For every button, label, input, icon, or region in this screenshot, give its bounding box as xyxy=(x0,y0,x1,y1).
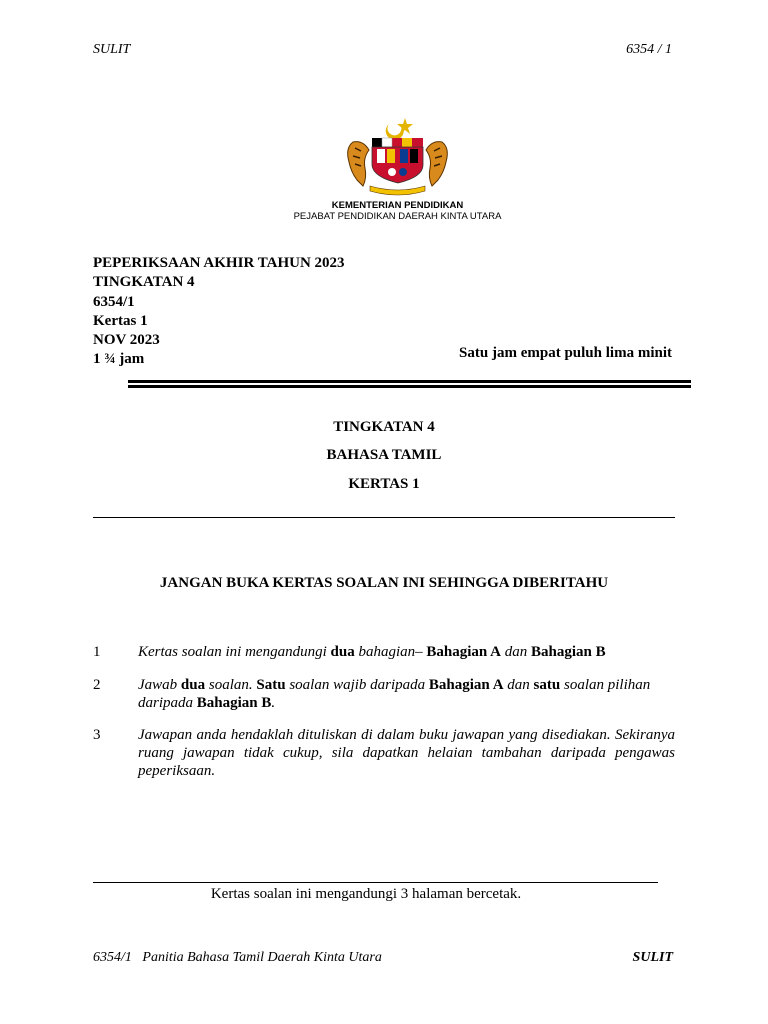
divider-thick-top xyxy=(128,380,691,383)
exam-paper: Kertas 1 xyxy=(93,312,148,329)
center-subject-title: BAHASA TAMIL xyxy=(326,447,442,463)
printed-pages-note: Kertas soalan ini mengandungi 3 halaman bercetak. xyxy=(210,886,522,902)
ministry-name xyxy=(285,200,510,222)
exam-duration: 1 ¾ jam xyxy=(93,351,145,368)
coat-of-arms-icon xyxy=(285,112,510,202)
footer-panel-name: 6354/1 Panitia Bahasa Tamil Daerah Kinta Utara xyxy=(93,950,382,965)
center-form-title: TINGKATAN 4 xyxy=(333,419,435,435)
divider-line xyxy=(93,517,675,518)
header-classification: SULIT xyxy=(93,42,131,57)
exam-form: TINGKATAN 4 xyxy=(93,274,195,291)
exam-code: 6354/1 xyxy=(93,293,135,310)
ministry-line-2: PEJABAT PENDIDIKAN DAERAH KINTA UTARA xyxy=(293,211,502,222)
ministry-line-1: KEMENTERIAN PENDIDIKAN xyxy=(331,200,464,211)
do-not-open-warning: JANGAN BUKA KERTAS SOALAN INI SEHINGGA DIBERITAHU xyxy=(159,575,609,591)
instruction-3 xyxy=(93,726,675,780)
exam-title: PEPERIKSAAN AKHIR TAHUN 2023 xyxy=(93,255,345,271)
instruction-text: Jawapan anda hendaklah dituliskan di dalam buku jawapan yang disediakan. Sekiranya ruang jawapan tidak cukup, sila dapatkan helaian tambahan daripada pengawas peperiksaan. xyxy=(138,727,675,779)
exam-duration-words: Satu jam empat puluh lima minit xyxy=(459,345,672,361)
instruction-2 xyxy=(93,676,675,712)
center-paper-title: KERTAS 1 xyxy=(348,476,420,492)
instruction-text: Kertas soalan ini mengandungi dua bahagian– Bahagian A dan Bahagian B xyxy=(138,644,606,660)
exam-info xyxy=(93,254,345,370)
exam-date: NOV 2023 xyxy=(93,332,160,349)
coat-of-arms-logo xyxy=(285,112,510,247)
instruction-number: 2 xyxy=(93,677,101,693)
instruction-number: 3 xyxy=(93,727,101,743)
instruction-text: Jawab dua soalan. Satu soalan wajib daripada Bahagian A dan satu soalan pilihan daripada Bahagian B. xyxy=(138,677,651,711)
divider-thick-bottom xyxy=(128,385,691,388)
footer-classification: SULIT xyxy=(632,950,673,965)
instruction-number: 1 xyxy=(93,644,101,660)
header-paper-code: 6354 / 1 xyxy=(626,42,672,57)
bottom-divider-line xyxy=(93,882,658,883)
instruction-1 xyxy=(93,643,675,661)
